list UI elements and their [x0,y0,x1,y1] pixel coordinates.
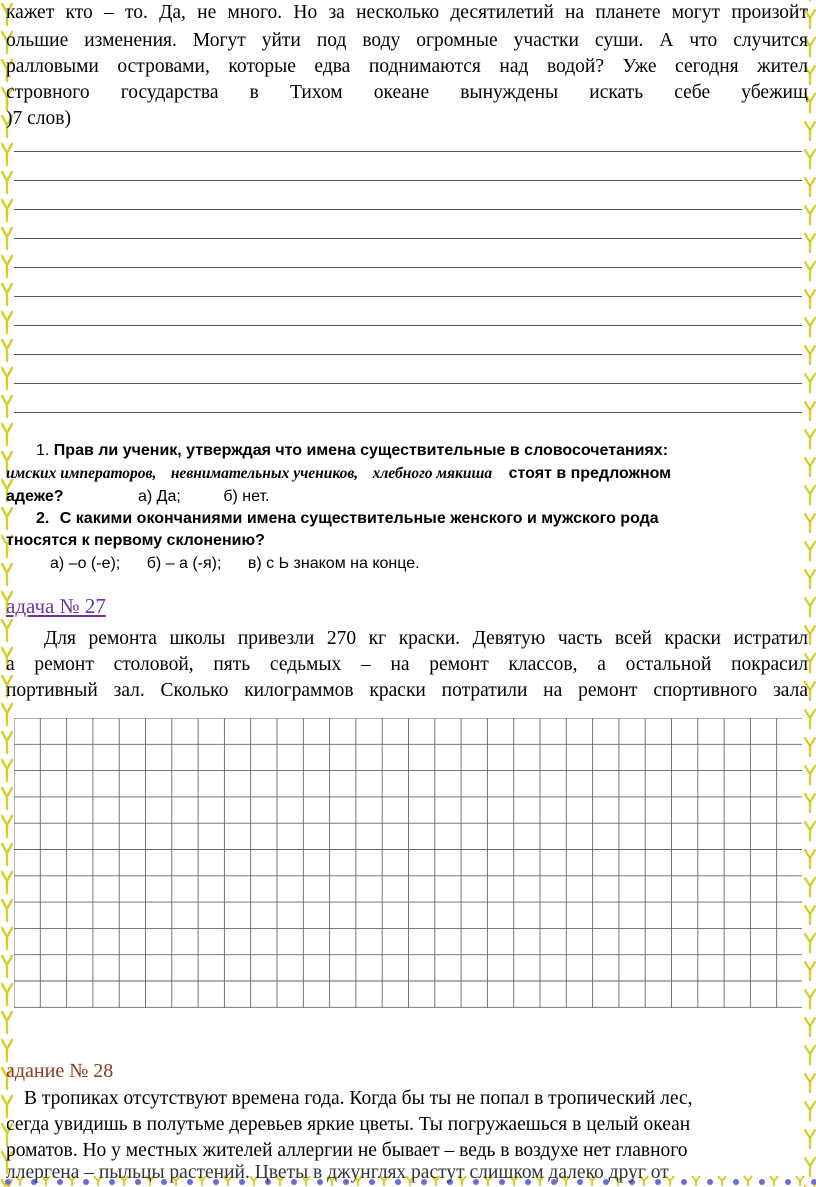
question-text: Прав ли ученик, утверждая что имена существительные в словосочетаниях: [53,442,669,459]
task-28-line: В тропиках отсутствуют времена года. Когда бы ты не попал в тропический лес, [24,1088,693,1109]
task-27-line: портивный зал. Сколько килограммов краски потратили на ремонт спортивного зала [6,680,808,701]
writing-line [14,180,802,181]
option-c: в) с Ь знаком на конце. [247,555,420,572]
option-b: б) нет. [223,488,270,505]
task-27-line: Для ремонта школы привезли 270 кг краски. Девятую часть всей краски истратил [44,628,808,649]
passage-line: кажет кто – то. Да, не много. Но за несколько десятилетий на планете могут произойт [6,2,808,23]
writing-line [14,383,802,384]
question-text: С какими окончаниями имена существительные женского и мужского рода [59,510,659,527]
task-28-heading: адание № 28 [6,1060,114,1082]
decorative-border-right [804,0,816,1187]
writing-line [14,151,802,152]
writing-line [14,354,802,355]
question-text-cont: стоят в предложном [508,465,672,482]
answer-grid [14,718,802,1008]
writing-line [14,412,802,413]
passage-line: ольшие изменения. Могут уйти под воду огромные участки суши. А что случится [6,30,808,51]
option-b: б) – а (-я); [146,555,222,572]
question-number: 2. [36,510,50,527]
task-28-line: сегда увидишь в полутьме деревьев яркие цветы. Ты погружаешься в целый океан [6,1114,691,1135]
writing-line [14,325,802,326]
task-28-line: роматов. Но у местных жителей аллергии не бывает – ведь в воздухе нет главного [6,1140,688,1161]
phrase: имских императоров, [6,465,157,482]
question-text-end: адеже? [6,488,64,505]
question-text-end: тносятся к первому склонению? [6,532,265,549]
question-number: 1. [36,442,50,459]
task-27-heading: адача № 27 [6,594,106,618]
phrase: невнимательных учеников, [170,465,359,482]
option-a: а) –о (-е); [50,555,121,572]
phrase: хлебного мякиша [372,465,493,482]
passage-line: ралловыми островами, которые едва поднимаются над водой? Уже сегодня жител [6,56,808,77]
writing-line [14,209,802,210]
task-27-line: а ремонт столовой, пять седьмых – на ремонт классов, а остальной покрасил [6,654,808,675]
writing-line [14,238,802,239]
option-a: а) Да; [138,488,181,505]
passage-line: стровного государства в Тихом океане вынуждены искать себе убежищ [6,82,808,103]
writing-line [14,296,802,297]
passage-line: )7 слов) [6,108,71,129]
task-28-line: ллергена – пыльцы растений. Цветы в джунглях растут слишком далеко друг от [6,1162,669,1183]
writing-line [14,267,802,268]
